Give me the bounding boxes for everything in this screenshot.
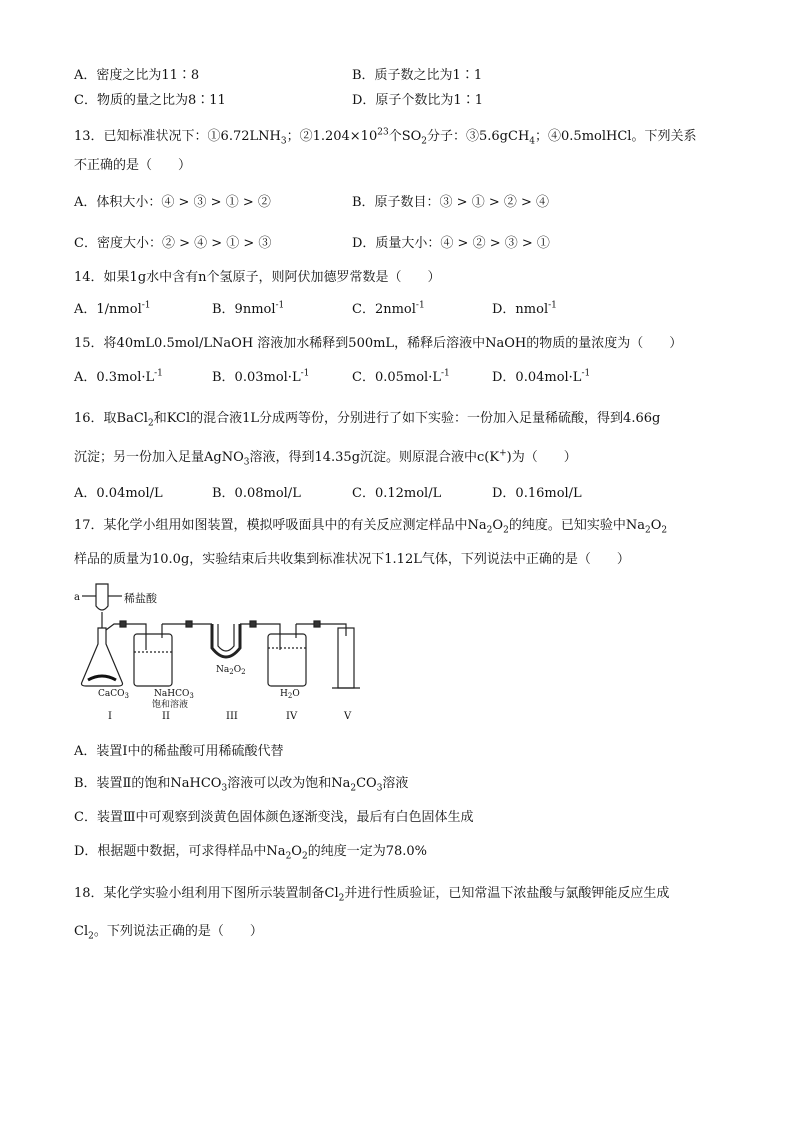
q13-option-d: D．质量大小：④ > ② > ③ > ① [352, 236, 550, 251]
q13-stem: 13．已知标准状况下：$①6.72LNH_3$；$②1.204\times 10^{23}$个$SO_2$分子：③5.6gCH$_4$；④0.5molHCl。下列关系 [74, 127, 697, 147]
measuring-cylinder [338, 628, 354, 688]
q14-option-d: D．nmol$^{-1}$ [492, 300, 557, 317]
label-acid: 稀盐酸 [124, 592, 157, 605]
q16-option-d: D．0.16mol/L [492, 486, 582, 501]
q15-option-d: D．$0.04mol\cdot L^{-1}$ [492, 368, 591, 385]
q15-option-a: A．$0.3mol\cdot L^{-1}$ [74, 368, 163, 385]
q12-option-a: A．密度之比为11∶8 [74, 68, 200, 83]
label-h2o: $H_2O$ [280, 689, 300, 700]
q14-stem: 14．如果1g水中含有n个氢原子，则阿伏加德罗常数是（ ） [74, 270, 441, 285]
q17-option-d: D．根据题中数据，可求得样品中$Na_2O_2$的纯度一定为78.0% [74, 844, 428, 862]
label-nahco3: NaHCO$_3$ [154, 689, 194, 700]
q16-option-b: B．0.08mol/L [212, 486, 301, 501]
u-tube [212, 624, 240, 657]
q17-option-c: C．装置Ⅲ中可观察到淡黄色固体颜色逐渐变浅，最后有白色固体生成 [74, 810, 474, 825]
q14-option-c: C．2nmol$^{-1}$ [352, 300, 425, 317]
label-iii: III [226, 711, 238, 722]
q16-stem-cont: 沉淀；另一份加入足量AgNO$_3$溶液，得到14.35g沉淀。则原混合液中c(K+)为（ ） [74, 448, 577, 468]
q13-stem-cont: 不正确的是（ ） [74, 158, 192, 173]
q16-option-c: C．0.12mol/L [352, 486, 442, 501]
q12-option-b: B．质子数之比为1∶1 [352, 68, 483, 83]
q18-stem-cont: $Cl_2$。下列说法正确的是（ ） [74, 924, 263, 942]
q14-option-a: A．1/nmol$^{-1}$ [74, 300, 151, 317]
q14-option-b: B．9nmol$^{-1}$ [212, 300, 285, 317]
q13-option-a: A．体积大小：④ > ③ > ① > ② [74, 195, 271, 210]
label-iv: IV [286, 711, 298, 722]
label-saturated: 饱和溶液 [152, 700, 189, 710]
q18-stem: 18．某化学实验小组利用下图所示装置制备$Cl_2$并进行性质验证，已知常温下浓盐酸与氯酸钾能反应生成 [74, 886, 670, 904]
apparatus-diagram [74, 572, 374, 722]
q16-option-a: A．0.04mol/L [74, 486, 163, 501]
water-bottle-iv [268, 634, 306, 686]
q12-option-c: C．物质的量之比为8∶11 [74, 93, 226, 108]
label-na2o2: $Na_2O_2$ [216, 665, 246, 676]
q15-option-b: B．$0.03mol\cdot L^{-1}$ [212, 368, 310, 385]
q13-option-c: C．密度大小：② > ④ > ① > ③ [74, 236, 272, 251]
label-a: a [74, 592, 80, 603]
q17-stem: 17．某化学小组用如图装置，模拟呼吸面具中的有关反应测定样品中$Na_2O_2$的纯度。已知实验中$Na_2O_2$ [74, 518, 668, 536]
q13-option-b: B．原子数目：③ > ① > ② > ④ [352, 195, 550, 210]
q12-option-d: D．原子个数比为1∶1 [352, 93, 483, 108]
q15-option-c: C．$0.05mol\cdot L^{-1}$ [352, 368, 450, 385]
q17-option-a: A．装置Ⅰ中的稀盐酸可用稀硫酸代替 [74, 744, 284, 759]
separatory-funnel [96, 584, 108, 610]
q16-stem: 16．取BaCl$_2$和KCl的混合液1L分成两等份，分别进行了如下实验：一份加入足量稀硫酸，得到4.66g [74, 411, 661, 429]
q17-option-b: B．装置Ⅱ的饱和NaHCO$_3$溶液可以改为饱和$Na_2CO_3$溶液 [74, 776, 409, 794]
label-i: I [108, 711, 112, 722]
wash-bottle-ii [134, 634, 172, 686]
q15-stem: 15．将40mL0.5mol/LNaOH 溶液加水稀释到500mL，稀释后溶液中NaOH的物质的量浓度为（ ） [74, 336, 683, 351]
label-ii: II [162, 711, 170, 722]
label-v: V [344, 711, 352, 722]
q17-stem-cont: 样品的质量为10.0g，实验结束后共收集到标准状况下1.12L气体，下列说法中正确的是（ ） [74, 552, 630, 567]
label-caco3: CaCO$_3$ [98, 689, 129, 700]
